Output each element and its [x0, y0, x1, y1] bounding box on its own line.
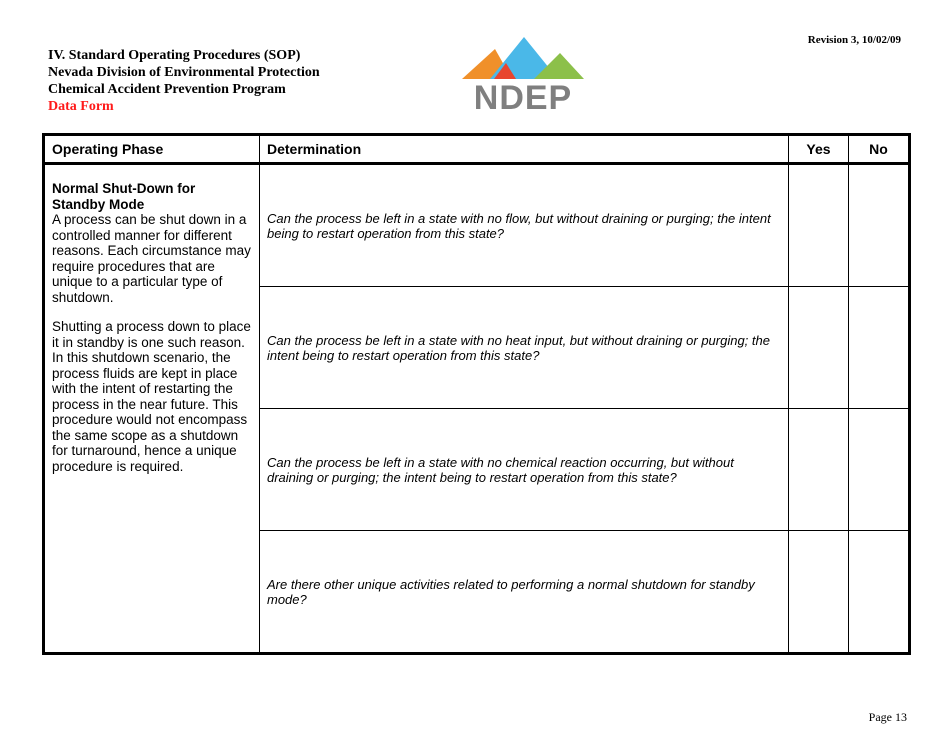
phase-title: Normal Shut-Down for Standby Mode — [52, 181, 196, 212]
col-header-yes: Yes — [789, 135, 849, 164]
page-number: Page 13 — [868, 710, 907, 724]
yes-checkbox-cell[interactable] — [789, 287, 849, 409]
operating-phase-cell — [44, 164, 260, 654]
col-header-determination: Determination — [260, 135, 789, 164]
no-checkbox-cell[interactable] — [849, 164, 910, 287]
no-checkbox-cell[interactable] — [849, 531, 910, 654]
logo-text: NDEP — [473, 79, 573, 117]
yes-checkbox-cell[interactable] — [789, 409, 849, 531]
form-type-label: Data Form — [48, 99, 114, 114]
no-checkbox-cell[interactable] — [849, 409, 910, 531]
no-checkbox-cell[interactable] — [849, 287, 910, 409]
ndep-logo — [460, 35, 586, 120]
table-row — [44, 164, 910, 287]
determination-cell: Can the process be left in a state with no heat input, but without draining or purging; the intent being to restart operation from this state? — [260, 287, 789, 409]
mountains-logo-icon — [460, 35, 586, 85]
sop-data-table — [42, 133, 911, 655]
phase-description: A process can be shut down in a controlled manner for different reasons. Each circumstance may require procedures that are unique to a particular type of shutdown. — [52, 212, 251, 305]
determination-cell: Can the process be left in a state with no flow, but without draining or purging; the intent being to restart operation from this state? — [260, 164, 789, 287]
table-header-row — [44, 135, 910, 164]
section-title: IV. Standard Operating Procedures (SOP) — [48, 48, 301, 63]
col-header-no: No — [849, 135, 910, 164]
program-name: Chemical Accident Prevention Program — [48, 82, 286, 97]
document-header — [48, 47, 320, 115]
phase-description: Shutting a process down to place it in standby is one such reason. In this shutdown scenario, the process fluids are kept in place with the intent of restarting the process in the near future. This procedure would not encompass the same scope as a shutdown for turnaround, hence a unique procedure is required. — [52, 319, 251, 474]
agency-name: Nevada Division of Environmental Protection — [48, 65, 320, 80]
determination-cell: Can the process be left in a state with no chemical reaction occurring, but without draining or purging; the intent being to restart operation from this state? — [260, 409, 789, 531]
revision-label: Revision 3, 10/02/09 — [807, 34, 901, 46]
col-header-operating-phase: Operating Phase — [44, 135, 260, 164]
yes-checkbox-cell[interactable] — [789, 531, 849, 654]
determination-cell: Are there other unique activities related to performing a normal shutdown for standby mode? — [260, 531, 789, 654]
yes-checkbox-cell[interactable] — [789, 164, 849, 287]
